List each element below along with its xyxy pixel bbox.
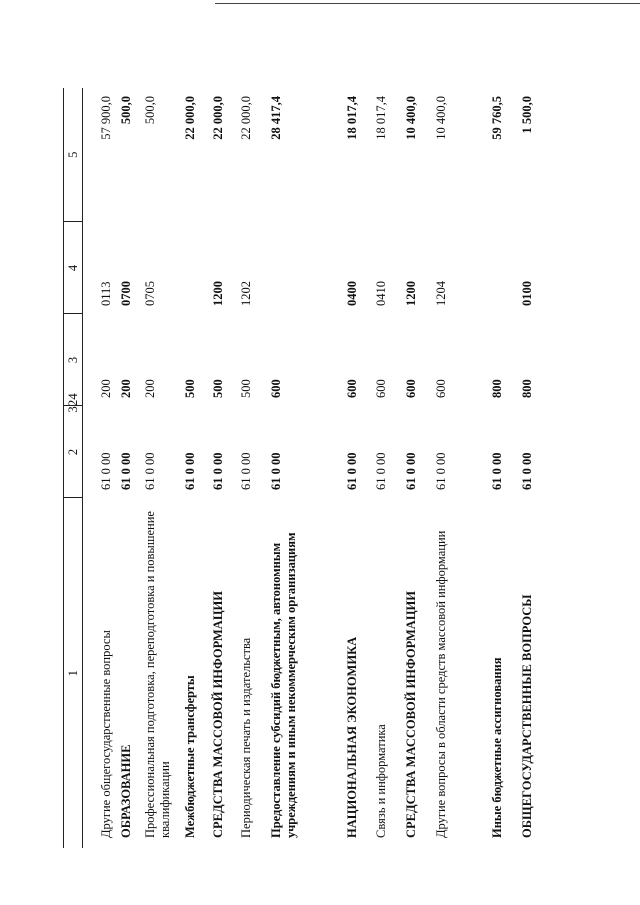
row-type: 600 bbox=[404, 379, 418, 398]
row-type: 800 bbox=[520, 379, 534, 398]
row-type: 500 bbox=[183, 379, 197, 398]
row-target: 61 0 00 bbox=[404, 452, 418, 490]
row-section: 1204 bbox=[434, 281, 448, 306]
row-amount: 57 900,0 bbox=[99, 96, 113, 140]
row-target: 61 0 00 bbox=[99, 452, 113, 490]
row-name: ОБРАЗОВАНИЕ bbox=[119, 744, 133, 838]
row-name: Межбюджетные трансферты bbox=[183, 675, 197, 838]
row-amount: 22 000,0 bbox=[211, 96, 225, 140]
row-section: 0113 bbox=[99, 281, 113, 306]
header-cell: 5 bbox=[64, 88, 83, 222]
row-amount: 500,0 bbox=[143, 96, 157, 125]
header-cell: 3 bbox=[64, 314, 83, 406]
row-type: 200 bbox=[99, 379, 113, 398]
row-section: 0400 bbox=[345, 281, 359, 306]
row-type: 600 bbox=[434, 379, 448, 398]
row-target: 61 0 00 bbox=[520, 452, 534, 490]
table-row bbox=[345, 88, 374, 848]
page-number: 324 bbox=[65, 393, 80, 413]
row-type: 500 bbox=[239, 379, 253, 398]
row-section bbox=[269, 222, 345, 314]
row-name: Другие вопросы в области средств массовой информации bbox=[434, 530, 448, 838]
row-target: 61 0 00 bbox=[143, 452, 157, 490]
row-amount: 500,0 bbox=[119, 96, 133, 125]
top-border-line bbox=[215, 3, 640, 4]
row-amount: 18 017,4 bbox=[374, 96, 388, 140]
row-target: 61 0 00 bbox=[239, 452, 253, 490]
table-row bbox=[374, 88, 404, 848]
table-row bbox=[490, 88, 520, 848]
row-section: 0700 bbox=[119, 281, 133, 306]
row-section: 0410 bbox=[374, 281, 388, 306]
table-row bbox=[211, 88, 239, 848]
row-amount: 28 417,4 bbox=[269, 96, 283, 140]
row-target: 61 0 00 bbox=[211, 452, 225, 490]
row-amount: 22 000,0 bbox=[239, 96, 253, 140]
table-row bbox=[239, 88, 269, 848]
row-name: НАЦИОНАЛЬНАЯ ЭКОНОМИКА bbox=[345, 636, 359, 838]
row-type: 200 bbox=[143, 379, 157, 398]
header-cell: 4 bbox=[64, 222, 83, 314]
row-section bbox=[183, 222, 211, 314]
header-row bbox=[64, 88, 83, 848]
row-name: Предоставление субсидий бюджетным, автономным учреждениям и иным некоммерческим организациям bbox=[269, 532, 298, 838]
row-target: 61 0 00 bbox=[345, 452, 359, 490]
row-target: 61 0 00 bbox=[374, 452, 388, 490]
row-section: 1200 bbox=[211, 281, 225, 306]
row-name: Профессиональная подготовка, переподготовка и повышение квалификации bbox=[143, 511, 172, 838]
row-target: 61 0 00 bbox=[183, 452, 197, 490]
header-cell: 2 bbox=[64, 406, 83, 498]
row-target: 61 0 00 bbox=[269, 452, 283, 490]
table-row bbox=[83, 88, 120, 848]
row-type: 200 bbox=[119, 379, 133, 398]
table-row bbox=[119, 88, 143, 848]
row-type: 600 bbox=[345, 379, 359, 398]
row-name: Другие общегосударственные вопросы bbox=[99, 630, 113, 838]
row-amount: 10 400,0 bbox=[434, 96, 448, 140]
table-row bbox=[520, 88, 540, 848]
row-type: 500 bbox=[211, 379, 225, 398]
table-row bbox=[434, 88, 490, 848]
table-row bbox=[269, 88, 345, 848]
row-section: 0705 bbox=[143, 281, 157, 306]
row-name: СРЕДСТВА МАССОВОЙ ИНФОРМАЦИИ bbox=[404, 590, 418, 838]
row-amount: 22 000,0 bbox=[183, 96, 197, 140]
rotated-table-sheet bbox=[63, 88, 563, 848]
table-row bbox=[143, 88, 183, 848]
header-cell: 1 bbox=[64, 498, 83, 848]
row-section: 0100 bbox=[520, 281, 534, 306]
row-section bbox=[490, 222, 520, 314]
table-row bbox=[404, 88, 434, 848]
row-name: Связь и информатика bbox=[374, 724, 388, 838]
row-type: 600 bbox=[269, 379, 283, 398]
row-target: 61 0 00 bbox=[490, 452, 504, 490]
row-amount: 1 500,0 bbox=[520, 96, 534, 134]
row-name: Иные бюджетные ассигнования bbox=[490, 657, 504, 838]
row-name: ОБЩЕГОСУДАРСТВЕННЫЕ ВОПРОСЫ bbox=[520, 594, 534, 838]
row-section: 1202 bbox=[239, 281, 253, 306]
row-amount: 18 017,4 bbox=[345, 96, 359, 140]
table-row bbox=[183, 88, 211, 848]
row-target: 61 0 00 bbox=[119, 452, 133, 490]
row-amount: 59 760,5 bbox=[490, 96, 504, 140]
row-target: 61 0 00 bbox=[434, 452, 448, 490]
row-amount: 10 400,0 bbox=[404, 96, 418, 140]
row-type: 600 bbox=[374, 379, 388, 398]
budget-table bbox=[63, 88, 540, 848]
row-name: Периодическая печать и издательства bbox=[239, 637, 253, 838]
row-name: СРЕДСТВА МАССОВОЙ ИНФОРМАЦИИ bbox=[211, 590, 225, 838]
row-section: 1200 bbox=[404, 281, 418, 306]
row-type: 800 bbox=[490, 379, 504, 398]
